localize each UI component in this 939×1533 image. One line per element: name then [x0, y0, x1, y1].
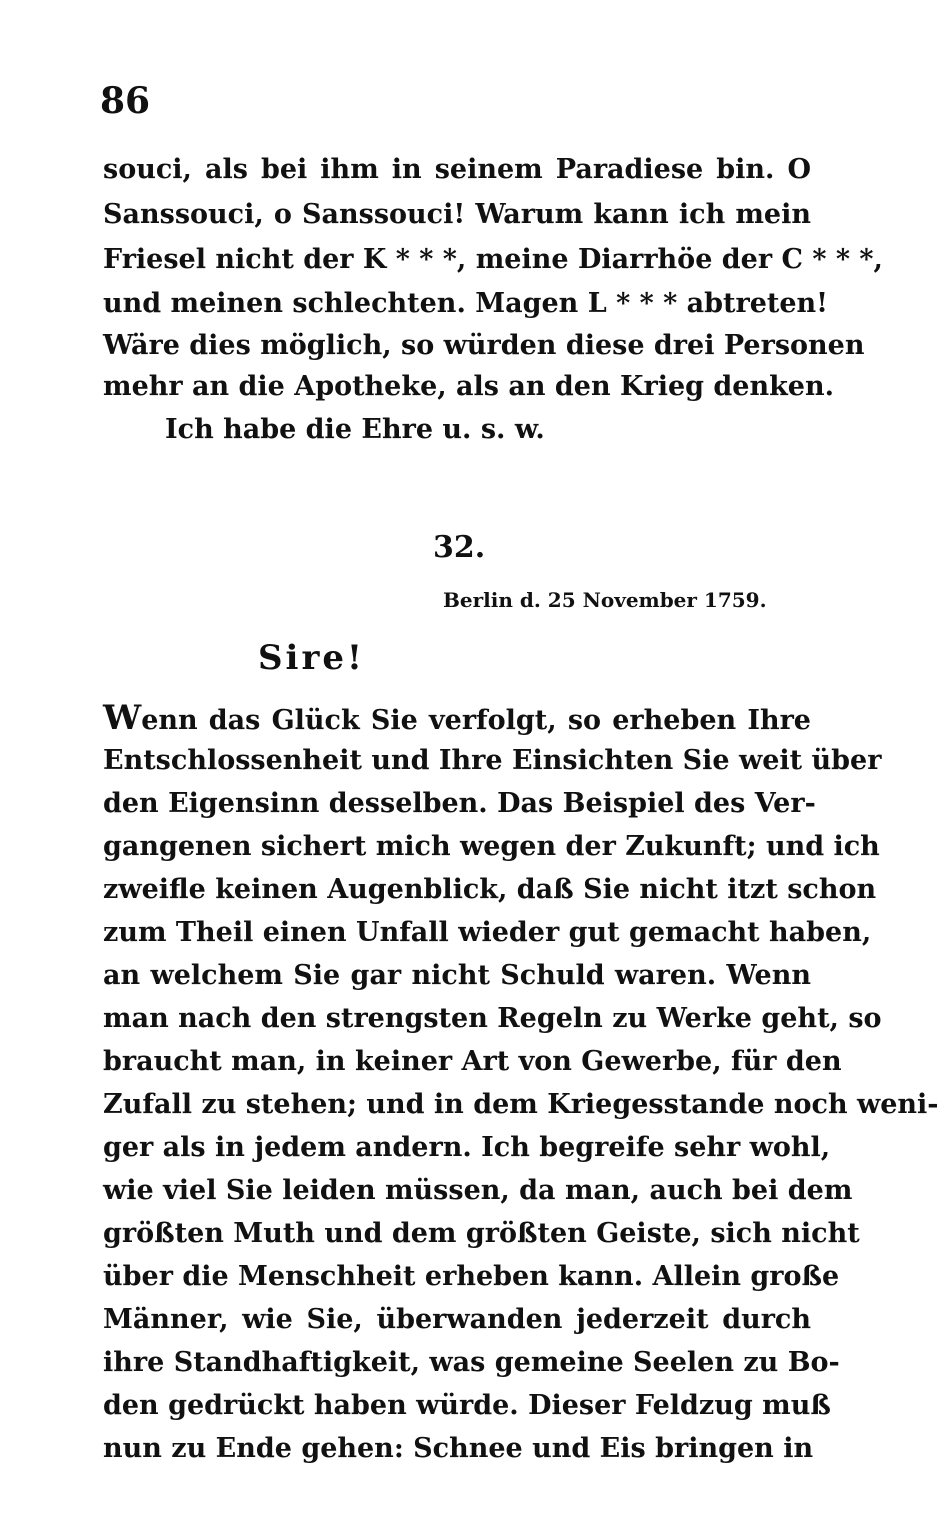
letter-number: 32.: [433, 530, 486, 565]
letter-dateline: Berlin d. 25 November 1759.: [443, 588, 767, 612]
body-line-12: wie viel Sie leiden müssen, da man, auch bei dem: [103, 1175, 853, 1206]
body-line-13: größten Muth und dem größten Geiste, sich nicht: [103, 1218, 860, 1249]
intro-line-5: Wäre dies möglich, so würden diese drei Personen: [103, 330, 865, 361]
body-line-8: man nach den strengsten Regeln zu Werke geht, so: [103, 1003, 882, 1034]
body-line-2: Entschlossenheit und Ihre Einsichten Sie weit über: [103, 745, 882, 776]
salutation: Sire!: [258, 638, 365, 678]
body-line-3: den Eigensinn desselben. Das Beispiel des Ver-: [103, 788, 816, 819]
intro-line-4: und meinen schlechten. Magen L * * * abtreten!: [103, 288, 829, 319]
body-line-15: Männer, wie Sie, überwanden jederzeit durch: [103, 1304, 811, 1335]
body-line-6: zum Theil einen Unfall wieder gut gemacht haben,: [103, 917, 872, 948]
body-line-9: braucht man, in keiner Art von Gewerbe, für den: [103, 1046, 842, 1077]
closing-formula: Ich habe die Ehre u. s. w.: [165, 414, 545, 445]
body-line-1: [103, 698, 811, 738]
intro-line-3: Friesel nicht der K * * *, meine Diarrhöe der C * * *,: [103, 244, 883, 275]
body-line-16: ihre Standhaftigkeit, was gemeine Seelen zu Bo-: [103, 1347, 840, 1378]
body-line-18: nun zu Ende gehen: Schnee und Eis bringen in: [103, 1433, 814, 1464]
body-line-10: Zufall zu stehen; und in dem Kriegesstande noch weni-: [103, 1089, 939, 1120]
body-line-7: an welchem Sie gar nicht Schuld waren. Wenn: [103, 960, 811, 991]
body-line-14: über die Menschheit erheben kann. Allein große: [103, 1261, 840, 1292]
body-line-4: gangenen sichert mich wegen der Zukunft; und ich: [103, 831, 880, 862]
page-number: 86: [100, 80, 151, 122]
body-line-11: ger als in jedem andern. Ich begreife sehr wohl,: [103, 1132, 831, 1163]
body-line-5: zweifle keinen Augenblick, daß Sie nicht itzt schon: [103, 874, 877, 905]
body-line-1-text: enn das Glück Sie verfolgt, so erheben Ihre: [141, 705, 811, 736]
intro-line-1: souci, als bei ihm in seinem Paradiese bin. O: [103, 154, 811, 185]
intro-line-2: Sanssouci, o Sanssouci! Warum kann ich mein: [103, 199, 811, 230]
body-line-17: den gedrückt haben würde. Dieser Feldzug muß: [103, 1390, 831, 1421]
intro-line-6: mehr an die Apotheke, als an den Krieg denken.: [103, 371, 835, 402]
drop-cap: W: [103, 698, 142, 738]
